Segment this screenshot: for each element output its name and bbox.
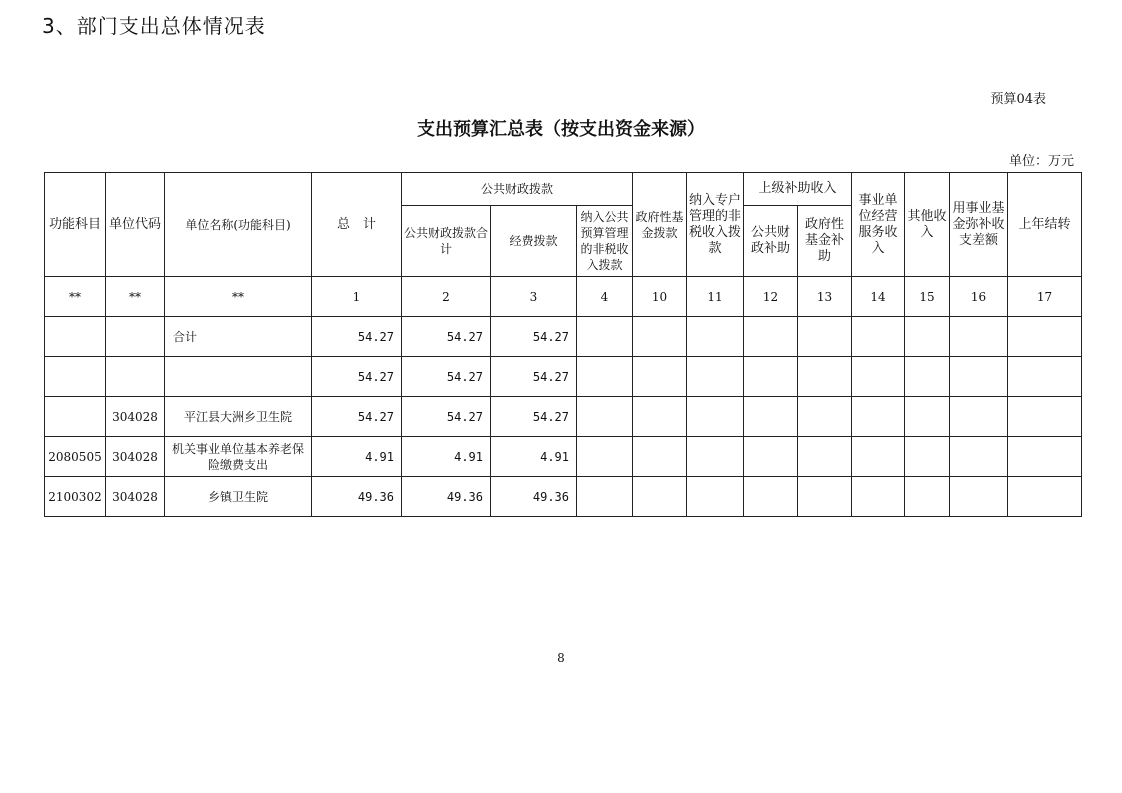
operating-fund-cell: 54.27 xyxy=(491,317,577,357)
empty-cell xyxy=(577,317,633,357)
index-cell: ** xyxy=(106,277,165,317)
func-code-cell xyxy=(45,397,106,437)
empty-cell xyxy=(950,397,1008,437)
section-heading: 3、部门支出总体情况表 xyxy=(42,14,266,38)
empty-cell xyxy=(950,477,1008,517)
col-header-other-income: 其他收入 xyxy=(905,173,950,277)
unit-label: 单位：万元 xyxy=(1008,154,1074,169)
col-header-public-fiscal: 公共财政拨款 xyxy=(402,173,633,206)
empty-cell xyxy=(852,437,905,477)
empty-cell xyxy=(905,477,950,517)
index-cell: 10 xyxy=(633,277,687,317)
empty-cell xyxy=(905,397,950,437)
empty-cell xyxy=(744,317,798,357)
empty-cell xyxy=(950,317,1008,357)
col-header-gov-fund-subsidy: 政府性基金补助 xyxy=(798,206,852,277)
empty-cell xyxy=(744,357,798,397)
func-code-cell: 2100302 xyxy=(45,477,106,517)
table-row xyxy=(45,397,1082,437)
index-cell: 14 xyxy=(852,277,905,317)
empty-cell xyxy=(633,437,687,477)
budget-table xyxy=(44,172,1082,517)
empty-cell xyxy=(1008,437,1082,477)
public-fiscal-total-cell: 4.91 xyxy=(402,437,491,477)
total-cell: 54.27 xyxy=(312,357,402,397)
empty-cell xyxy=(577,477,633,517)
unit-code-cell: 304028 xyxy=(106,477,165,517)
empty-cell xyxy=(633,357,687,397)
index-cell: 11 xyxy=(687,277,744,317)
index-cell: 2 xyxy=(402,277,491,317)
empty-cell xyxy=(852,397,905,437)
table-row xyxy=(45,437,1082,477)
col-header-superior-subsidy: 上级补助收入 xyxy=(744,173,852,206)
col-header-institution-operating: 事业单位经营服务收入 xyxy=(852,173,905,277)
index-cell: 12 xyxy=(744,277,798,317)
page-number: 8 xyxy=(557,651,565,665)
empty-cell xyxy=(687,477,744,517)
index-cell: 1 xyxy=(312,277,402,317)
unit-name-cell: 机关事业单位基本养老保险缴费支出 xyxy=(165,437,312,477)
empty-cell xyxy=(1008,477,1082,517)
empty-cell xyxy=(950,437,1008,477)
total-cell: 54.27 xyxy=(312,317,402,357)
empty-cell xyxy=(905,357,950,397)
index-cell: 17 xyxy=(1008,277,1082,317)
column-index-row xyxy=(45,277,1082,317)
empty-cell xyxy=(577,437,633,477)
index-cell: 16 xyxy=(950,277,1008,317)
operating-fund-cell: 54.27 xyxy=(491,397,577,437)
empty-cell xyxy=(687,357,744,397)
unit-name-cell: 平江县大洲乡卫生院 xyxy=(165,397,312,437)
unit-code-cell: 304028 xyxy=(106,437,165,477)
unit-code-cell: 304028 xyxy=(106,397,165,437)
index-cell: ** xyxy=(45,277,106,317)
empty-cell xyxy=(577,357,633,397)
form-number: 预算04表 xyxy=(990,92,1046,107)
index-cell: 3 xyxy=(491,277,577,317)
public-fiscal-total-cell: 54.27 xyxy=(402,357,491,397)
index-cell: 4 xyxy=(577,277,633,317)
public-fiscal-total-cell: 49.36 xyxy=(402,477,491,517)
col-header-nontax-special: 纳入专户管理的非税收入拨款 xyxy=(687,173,744,277)
total-cell: 54.27 xyxy=(312,397,402,437)
func-code-cell xyxy=(45,317,106,357)
empty-cell xyxy=(950,357,1008,397)
operating-fund-cell: 4.91 xyxy=(491,437,577,477)
func-code-cell: 2080505 xyxy=(45,437,106,477)
empty-cell xyxy=(1008,317,1082,357)
operating-fund-cell: 49.36 xyxy=(491,477,577,517)
empty-cell xyxy=(687,397,744,437)
table-row xyxy=(45,317,1082,357)
empty-cell xyxy=(905,317,950,357)
unit-name-cell: 合计 xyxy=(165,317,312,357)
empty-cell xyxy=(687,437,744,477)
col-header-nontax-in-budget: 纳入公共预算管理的非税收入拨款 xyxy=(577,206,633,277)
empty-cell xyxy=(633,397,687,437)
unit-code-cell xyxy=(106,357,165,397)
unit-name-cell: 乡镇卫生院 xyxy=(165,477,312,517)
col-header-unit-name: 单位名称(功能科目) xyxy=(165,173,312,277)
header-row xyxy=(45,173,1082,206)
empty-cell xyxy=(577,397,633,437)
col-header-unit-code: 单位代码 xyxy=(106,173,165,277)
operating-fund-cell: 54.27 xyxy=(491,357,577,397)
empty-cell xyxy=(744,477,798,517)
empty-cell xyxy=(798,317,852,357)
empty-cell xyxy=(744,397,798,437)
empty-cell xyxy=(1008,357,1082,397)
index-cell: 15 xyxy=(905,277,950,317)
empty-cell xyxy=(798,437,852,477)
index-cell: 13 xyxy=(798,277,852,317)
public-fiscal-total-cell: 54.27 xyxy=(402,317,491,357)
col-header-public-fiscal-total: 公共财政拨款合计 xyxy=(402,206,491,277)
col-header-carryover: 上年结转 xyxy=(1008,173,1082,277)
col-header-total: 总 计 xyxy=(312,173,402,277)
func-code-cell xyxy=(45,357,106,397)
unit-code-cell xyxy=(106,317,165,357)
total-cell: 4.91 xyxy=(312,437,402,477)
empty-cell xyxy=(1008,397,1082,437)
table-row xyxy=(45,477,1082,517)
index-cell: ** xyxy=(165,277,312,317)
empty-cell xyxy=(633,317,687,357)
public-fiscal-total-cell: 54.27 xyxy=(402,397,491,437)
empty-cell xyxy=(905,437,950,477)
empty-cell xyxy=(852,317,905,357)
total-cell: 49.36 xyxy=(312,477,402,517)
empty-cell xyxy=(744,437,798,477)
empty-cell xyxy=(687,317,744,357)
empty-cell xyxy=(852,477,905,517)
empty-cell xyxy=(798,397,852,437)
empty-cell xyxy=(633,477,687,517)
col-header-public-fiscal-subsidy: 公共财政补助 xyxy=(744,206,798,277)
empty-cell xyxy=(852,357,905,397)
col-header-operating-fund: 经费拨款 xyxy=(491,206,577,277)
empty-cell xyxy=(798,477,852,517)
col-header-fund-balance: 用事业基金弥补收支差额 xyxy=(950,173,1008,277)
col-header-func-code: 功能科目 xyxy=(45,173,106,277)
col-header-gov-fund: 政府性基金拨款 xyxy=(633,173,687,277)
table-row xyxy=(45,357,1082,397)
table-title: 支出预算汇总表（按支出资金来源） xyxy=(417,119,705,140)
unit-name-cell xyxy=(165,357,312,397)
empty-cell xyxy=(798,357,852,397)
